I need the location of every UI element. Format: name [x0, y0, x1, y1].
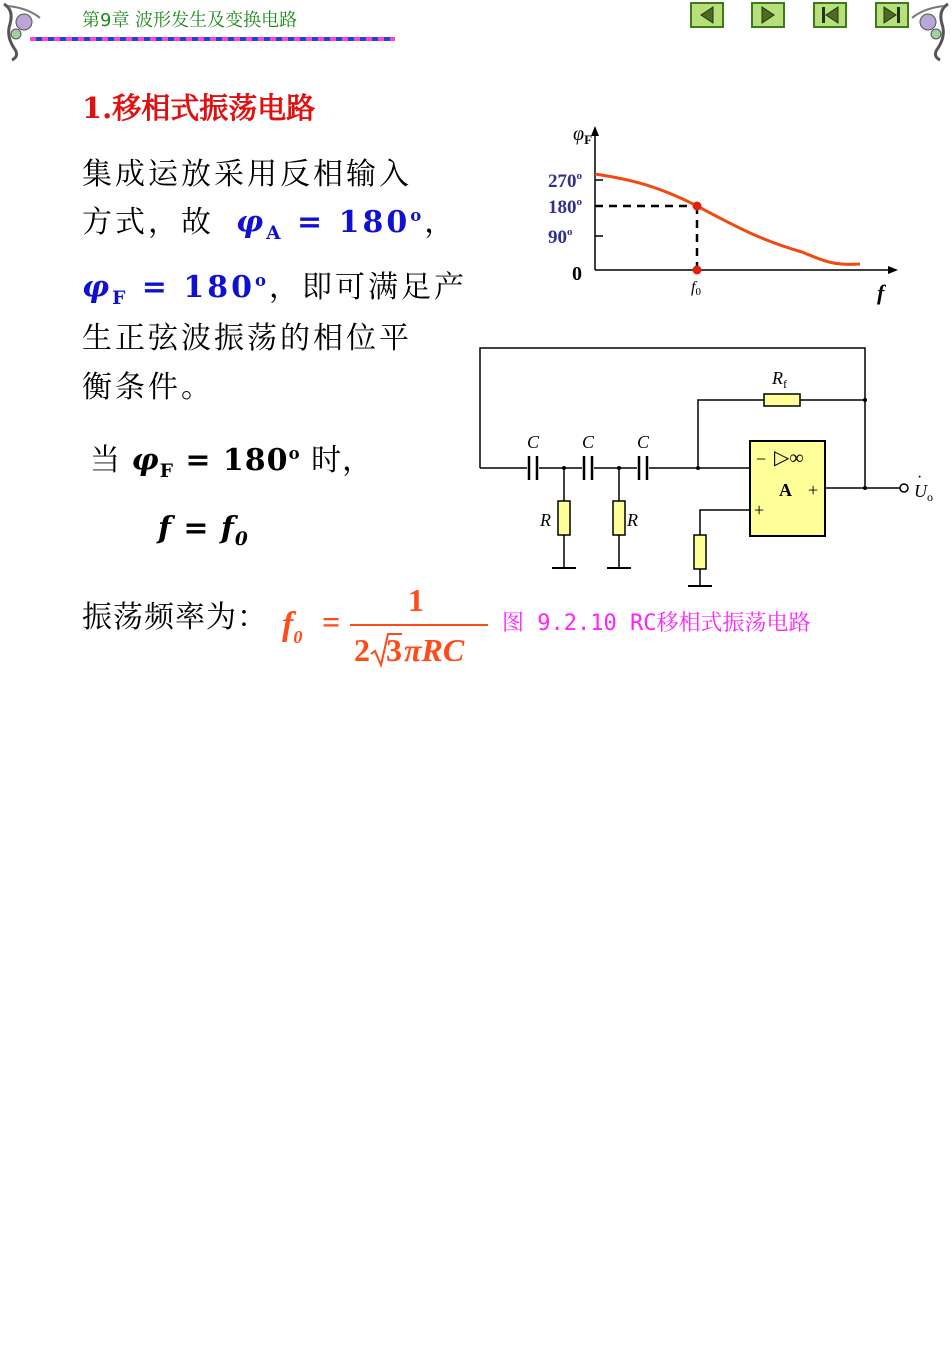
phi-f-sub: F	[112, 288, 129, 309]
amp-label: A	[779, 480, 792, 500]
line2-prefix: 方式，故	[82, 205, 214, 240]
when-prefix: 当	[90, 443, 121, 478]
condition-value: = 180	[173, 443, 289, 478]
x-axis-arrow-icon	[888, 266, 898, 274]
comma: ，	[424, 205, 458, 240]
formula-den-3: 3	[386, 632, 402, 668]
oscillation-label: 振荡频率为：	[82, 600, 268, 635]
fraction-bar	[350, 624, 488, 626]
f-equals: f = f	[158, 511, 235, 546]
y-axis-arrow-icon	[591, 126, 599, 136]
next-page-button[interactable]	[751, 2, 785, 28]
formula-f-sub: 0	[293, 626, 303, 647]
decorative-dot-line	[30, 36, 395, 42]
output-label: $U_o$	[914, 481, 933, 504]
formula-equals: =	[322, 604, 341, 640]
formula-den-2: 2	[354, 632, 370, 668]
cap-label-3: C	[637, 432, 650, 452]
f0-sub: 0	[234, 529, 249, 550]
res-label-1: R	[540, 510, 551, 530]
chapter-title: 第9章 波形发生及变换电路	[82, 10, 298, 31]
resistor-input	[694, 535, 706, 569]
cap-label-2: C	[582, 432, 595, 452]
resistor-r1	[558, 501, 570, 535]
res-label-2: R	[627, 510, 638, 530]
body-line-1: 集成运放采用反相输入	[82, 157, 412, 192]
triangle-right-icon	[753, 4, 783, 26]
y-tick-label: 180$^o$	[548, 196, 582, 218]
y-axis-label: $\varphi_F$	[573, 123, 593, 147]
inverting-sign: −	[756, 449, 767, 469]
resistor-r2	[613, 501, 625, 535]
resistor-rf	[764, 394, 800, 406]
axis-marker-point	[693, 266, 702, 275]
rf-label: $R_f$	[772, 368, 787, 391]
line3-suffix: ，即可满足产	[269, 270, 468, 305]
cap-label-1: C	[527, 432, 540, 452]
output-plus-sign: +	[808, 480, 819, 500]
first-page-button[interactable]	[813, 2, 847, 28]
x-axis-label: f	[877, 280, 885, 305]
phi-f-expression	[82, 270, 270, 309]
phase-curve	[595, 174, 860, 264]
output-dot: ·	[917, 469, 923, 486]
body-line-2	[82, 205, 458, 244]
degree-sign: o	[410, 206, 425, 225]
y-tick-label: 90$^o$	[548, 226, 573, 248]
degree-sign: o	[255, 271, 270, 290]
triangle-left-icon	[692, 4, 722, 26]
section-title: 1.移相式振荡电路	[82, 91, 316, 125]
formula-numerator: 1	[408, 582, 424, 618]
y-tick-label: 270$^o$	[548, 170, 582, 192]
when-suffix: 时，	[300, 443, 374, 478]
phi-a-value: = 180	[283, 205, 411, 240]
skip-first-icon	[815, 4, 845, 26]
body-line-4: 生正弦波振荡的相位平	[82, 321, 412, 356]
body-line-3	[82, 270, 468, 309]
phi-f-sub: F	[159, 461, 174, 482]
skip-last-icon	[877, 4, 907, 26]
formula-f: f	[282, 606, 294, 643]
condition-line	[90, 443, 374, 482]
figure-caption: 图 9.2.10 RC移相式振荡电路	[502, 611, 811, 636]
degree-sign: o	[288, 444, 301, 463]
phi-a-sub: A	[266, 223, 284, 244]
phi-symbol: φ	[131, 443, 160, 478]
rc-phase-shift-circuit	[472, 338, 942, 598]
phi-a-expression	[236, 205, 425, 244]
phi-f-value: = 180	[128, 270, 256, 305]
last-page-button[interactable]	[875, 2, 909, 28]
frequency-equation	[158, 511, 249, 550]
corner-ornament-left-icon	[0, 0, 50, 62]
amp-infinity-symbol: ▷∞	[774, 447, 804, 469]
phase-response-chart	[540, 118, 912, 308]
curve-marker-point	[693, 202, 702, 211]
origin-label: 0	[572, 263, 582, 285]
body-line-5: 衡条件。	[82, 370, 214, 405]
prev-page-button[interactable]	[690, 2, 724, 28]
phi-symbol: φ	[236, 205, 267, 240]
non-inverting-sign: +	[754, 500, 765, 520]
output-terminal-icon	[900, 484, 908, 492]
formula-lhs	[282, 606, 302, 648]
corner-ornament-right-icon	[902, 0, 952, 62]
formula-den-rest: πRC	[404, 632, 465, 668]
phi-f-condition	[131, 443, 301, 482]
f0-marker-label: f0	[691, 279, 701, 298]
phi-symbol: φ	[82, 270, 113, 305]
